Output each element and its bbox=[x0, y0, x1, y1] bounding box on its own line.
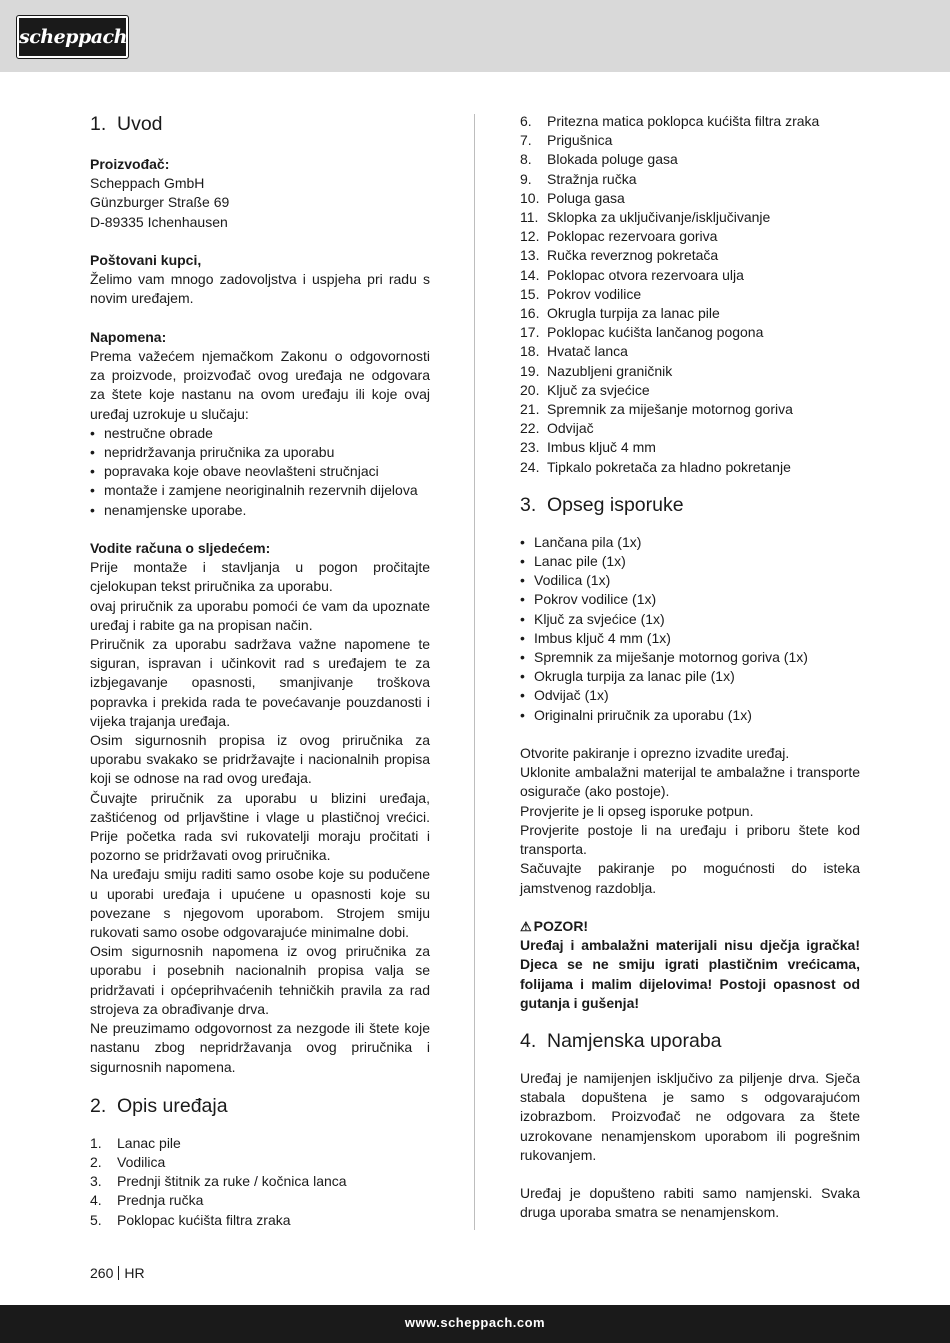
list-item: 2. Vodilica bbox=[90, 1153, 166, 1170]
unpacking-paragraph: Provjerite postoje li na uređaju i priboru štete kod transporta. bbox=[520, 821, 860, 858]
list-item: 24. Tipkalo pokretača za hladno pokretanje bbox=[520, 458, 791, 475]
note-bullet-list bbox=[90, 424, 430, 520]
list-item: 20. Ključ za svjećice bbox=[520, 381, 650, 398]
attention-paragraph: Osim sigurnosnih napomena iz ovog priručnika za uporabu i posebnih nacionalnih propisa valja se pridržavati i općeprihvaćenih tehničkih pravila za rad strojeva za obrađivanje drva. bbox=[90, 943, 430, 1017]
list-item: 9. Stražnja ručka bbox=[520, 170, 637, 187]
list-item: • nepridržavanja priručnika za uporabu bbox=[90, 443, 430, 462]
list-item: 5. Poklopac kućišta filtra zraka bbox=[90, 1211, 291, 1228]
unpacking-paragraph: Provjerite je li opseg isporuke potpun. bbox=[520, 802, 754, 819]
website-link[interactable]: www.scheppach.com bbox=[404, 1315, 546, 1330]
intended-use-paragraph: Uređaj je dopušteno rabiti samo namjenski. Svaka druga uporaba smatra se nenamjenskom. bbox=[520, 1185, 860, 1221]
page-footer bbox=[0, 1305, 950, 1343]
list-item: 8. Blokada poluge gasa bbox=[520, 151, 678, 168]
list-item: 12. Poklopac rezervoara goriva bbox=[520, 228, 718, 245]
column-divider bbox=[474, 114, 475, 1230]
unpacking-paragraph: Sačuvajte pakiranje po mogućnosti do isteka jamstvenog razdoblja. bbox=[520, 860, 860, 896]
left-column bbox=[90, 112, 430, 1230]
manufacturer-line: Günzburger Straße 69 bbox=[90, 194, 230, 211]
unpacking-paragraph: Otvorite pakiranje i oprezno izvadite uređaj. bbox=[520, 745, 790, 762]
attention-paragraph: Prije montaže i stavljanja u pogon pročitajte cjelokupan tekst priručnika za uporabu. bbox=[90, 559, 430, 595]
list-item: 23. Imbus ključ 4 mm bbox=[520, 439, 656, 456]
list-item: 11. Sklopka za uključivanje/isključivanje bbox=[520, 209, 771, 226]
list-item: 15. Pokrov vodilice bbox=[520, 285, 642, 302]
manufacturer-label: Proizvođač: bbox=[90, 156, 170, 172]
attention-paragraph: Priručnik za uporabu sadržava važne napomene te siguran, ispravan i učinkovit rad s uređajem te za izbjegavanje opasnosti, smanjivanje troškova popravka i prekida rada te povećavanje pouzdanosti i vijeka trajanja uređaja. bbox=[90, 636, 430, 729]
list-item: • Lančana pila (1x) bbox=[520, 533, 860, 552]
list-item: 17. Poklopac kućišta lančanog pogona bbox=[520, 324, 764, 341]
dear-customers-text: Želimo vam mnogo zadovoljstva i uspjeha pri radu s novim uređajem. bbox=[90, 271, 430, 307]
section-2-heading: 2. Opis uređaja bbox=[90, 1094, 228, 1117]
warning-text: Uređaj i ambalažni materijali nisu dječja igračka! Djeca se ne smiju igrati plastičnim vrećicama, folijama i malim dijelovima! Postoji opasnost od gutanja i gušenja! bbox=[520, 937, 860, 1011]
page-header bbox=[0, 0, 950, 72]
list-item: 4. Prednja ručka bbox=[90, 1192, 204, 1209]
list-item: 7. Prigušnica bbox=[520, 132, 613, 149]
list-item: 21. Spremnik za miješanje motornog goriva bbox=[520, 401, 793, 418]
list-item: • Spremnik za miješanje motornog goriva (1x) bbox=[520, 648, 860, 667]
note-text: Prema važećem njemačkom Zakonu o odgovornosti za proizvode, proizvođač ovog uređaja ne odgovara za štete koje nastanu na ovom uređaju ili koje ovaj uređaj uzrokuje u slučaju: bbox=[90, 348, 430, 422]
warning-label: ⚠ POZOR! bbox=[520, 917, 860, 936]
manufacturer-line: D-89335 Ichenhausen bbox=[90, 213, 228, 230]
page-separator bbox=[118, 1266, 119, 1280]
list-item: • Imbus ključ 4 mm (1x) bbox=[520, 629, 860, 648]
list-item: 16. Okrugla turpija za lanac pile bbox=[520, 305, 720, 322]
list-item: • nestručne obrade bbox=[90, 424, 430, 443]
device-parts-list bbox=[90, 1134, 430, 1230]
list-item: • Odvijač (1x) bbox=[520, 686, 860, 705]
intended-use-paragraph: Uređaj je namijenjen isključivo za piljenje drva. Sječa stabala dopuštena je samo s odgovarajućom izobrazbom. Proizvođač ne odgovara za štete uzrokovane nenamjenskom uporabom ili pogrešnim rukovanjem. bbox=[520, 1069, 860, 1163]
attention-paragraph: Na uređaju smiju raditi samo osobe koje su podučene u uporabi uređaja i upućene u opasnosti koje su povezane s njegovom uporabom. Strojem smiju rukovati samo osobe odgovarajuće minimalne dobi. bbox=[90, 866, 430, 941]
note-label: Napomena: bbox=[90, 328, 167, 345]
section-4-heading: 4. Namjenska uporaba bbox=[520, 1029, 722, 1052]
list-item: 3. Prednji štitnik za ruke / kočnica lanca bbox=[90, 1173, 347, 1190]
list-item: • Ključ za svjećice (1x) bbox=[520, 610, 860, 629]
list-item: 1. Lanac pile bbox=[90, 1134, 181, 1151]
list-item: • nenamjenske uporabe. bbox=[90, 501, 430, 520]
logo-text: scheppach bbox=[19, 26, 127, 48]
attention-paragraph: Čuvajte priručnik za uporabu u blizini uređaja, zaštićenog od prljavštine i vlage u plastičnoj vrećici. Prije početka rada svi rukovatelji moraju pročitati i pozorno se pridržavati ovog priručnika. bbox=[90, 789, 430, 864]
list-item: • Vodilica (1x) bbox=[520, 571, 860, 590]
attention-paragraph: Osim sigurnosnih propisa iz ovog priručnika za uporabu svakako se pridržavajte i nacionalnih propisa koji se odnose na rad ovog uređaja. bbox=[90, 732, 430, 787]
device-parts-list-continued bbox=[520, 112, 860, 477]
attention-paragraph: ovaj priručnik za uporabu pomoći će vam da upoznate uređaj i rabite ga na propisan način. bbox=[90, 597, 430, 633]
attention-label: Vodite računa o sljedećem: bbox=[90, 540, 271, 557]
attention-paragraph: Ne preuzimamo odgovornost za nezgode ili štete koje nastanu zbog nepridržavanja ovog priručnika i sigurnosnih napomena. bbox=[90, 1020, 430, 1075]
list-item: • Lanac pile (1x) bbox=[520, 552, 860, 571]
section-1-heading: 1. Uvod bbox=[90, 113, 163, 135]
section-3-heading: 3. Opseg isporuke bbox=[520, 493, 684, 516]
list-item: 10. Poluga gasa bbox=[520, 189, 625, 206]
page-number: 260 HR bbox=[90, 1265, 145, 1281]
scope-of-delivery-list bbox=[520, 533, 860, 725]
list-item: • montaže i zamjene neoriginalnih rezervnih dijelova bbox=[90, 481, 430, 500]
list-item: 18. Hvatač lanca bbox=[520, 343, 628, 360]
list-item: • Originalni priručnik za uporabu (1x) bbox=[520, 706, 860, 725]
dear-customers-label: Poštovani kupci, bbox=[90, 252, 202, 268]
list-item: • Okrugla turpija za lanac pile (1x) bbox=[520, 667, 860, 686]
list-item: • Pokrov vodilice (1x) bbox=[520, 590, 860, 609]
list-item: 22. Odvijač bbox=[520, 420, 594, 437]
list-item: 13. Ručka reverznog pokretača bbox=[520, 247, 719, 264]
scheppach-logo bbox=[17, 16, 128, 58]
unpacking-paragraph: Uklonite ambalažni materijal te ambalažne i transporte osigurače (ako postoje). bbox=[520, 764, 860, 800]
list-item: 14. Poklopac otvora rezervoara ulja bbox=[520, 266, 744, 283]
list-item: 19. Nazubljeni graničnik bbox=[520, 362, 673, 379]
warning-triangle-icon: ⚠ bbox=[520, 918, 532, 934]
manufacturer-line: Scheppach GmbH bbox=[90, 175, 205, 192]
right-column bbox=[520, 112, 860, 1223]
list-item: • popravaka koje obave neovlašteni stručnjaci bbox=[90, 462, 430, 481]
list-item: 6. Pritezna matica poklopca kućišta filtra zraka bbox=[520, 113, 820, 129]
